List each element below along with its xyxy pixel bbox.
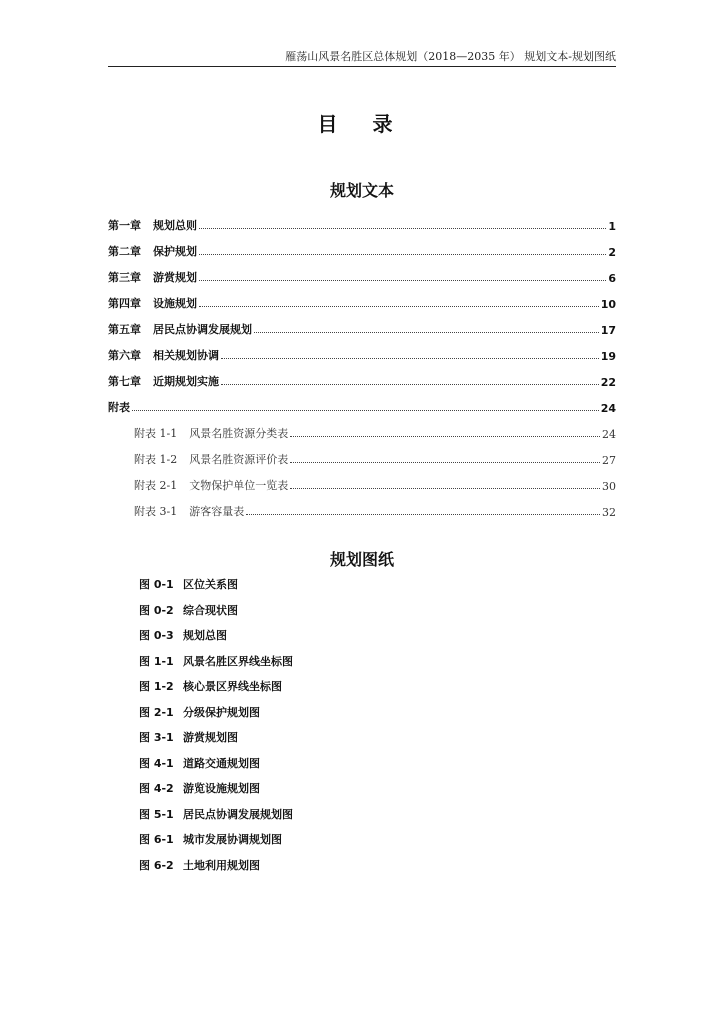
toc-entry-label: 设施规划 (153, 297, 197, 310)
toc-entry[interactable] (108, 233, 616, 259)
map-entry[interactable] (139, 729, 293, 755)
toc-leader-dots (290, 436, 600, 437)
toc-entry-label: 游客容量表 (189, 505, 245, 518)
toc-leader-dots (221, 358, 599, 359)
map-entry[interactable] (139, 627, 293, 653)
map-entry-label: 规划总图 (183, 629, 227, 642)
toc-entry-page: 24 (600, 402, 616, 415)
toc-entry-label: 风景名胜资源分类表 (189, 427, 289, 440)
toc-entry[interactable] (108, 493, 616, 519)
map-entry-label: 居民点协调发展规划图 (183, 807, 293, 821)
toc-leader-dots (132, 410, 599, 411)
toc-entry-number: 第六章 (108, 349, 141, 362)
map-entry[interactable] (139, 576, 293, 602)
map-entry[interactable] (139, 780, 293, 806)
toc-entry-number: 附表 2-1 (134, 479, 178, 492)
toc-entry[interactable] (108, 337, 616, 363)
map-list (139, 576, 293, 882)
toc-entry[interactable] (108, 441, 616, 467)
toc-entry[interactable] (108, 285, 616, 311)
toc-entry[interactable] (108, 311, 616, 337)
toc-entry-page: 6 (608, 272, 616, 285)
toc-entry-number: 第七章 (108, 375, 141, 388)
map-entry[interactable] (139, 831, 293, 857)
toc-leader-dots (290, 488, 600, 489)
map-entry-number: 图 0-3 (139, 629, 174, 642)
toc-leader-dots (246, 514, 600, 515)
toc-leader-dots (290, 462, 600, 463)
toc-entry-label: 居民点协调发展规划 (153, 323, 252, 336)
toc-entry-page: 17 (600, 324, 616, 337)
toc-entry-label: 保护规划 (153, 245, 197, 258)
map-entry[interactable] (139, 653, 293, 679)
toc-entry[interactable] (108, 363, 616, 389)
toc-entry[interactable] (108, 467, 616, 493)
map-entry-label: 土地利用规划图 (183, 858, 260, 872)
toc-entry-number: 第二章 (108, 245, 141, 258)
map-entry[interactable] (139, 678, 293, 704)
map-entry[interactable] (139, 602, 293, 628)
map-entry-label: 风景名胜区界线坐标图 (183, 654, 293, 668)
toc-entry[interactable] (108, 259, 616, 285)
toc-entry-number: 附表 1-2 (134, 453, 178, 466)
toc-entry-number: 附表 1-1 (134, 427, 178, 440)
toc-entry-page: 27 (602, 454, 616, 467)
toc-entry-label: 游赏规划 (153, 271, 197, 284)
map-section-title: 规划图纸 (329, 550, 394, 569)
toc-entry-label: 相关规划协调 (153, 349, 219, 362)
toc-entry-page: 32 (602, 506, 616, 519)
toc-entry-label: 风景名胜资源评价表 (189, 453, 289, 466)
map-entry-number: 图 0-2 (139, 603, 174, 617)
map-entry[interactable] (139, 806, 293, 832)
map-entry-number: 图 5-1 (139, 807, 174, 821)
map-entry-label: 区位关系图 (183, 578, 238, 591)
map-entry-number: 图 4-2 (139, 782, 174, 795)
map-entry-number: 图 4-1 (139, 756, 174, 770)
toc-entry-page: 19 (600, 350, 616, 363)
map-entry-label: 游赏规划图 (183, 731, 238, 744)
map-entry-number: 图 6-2 (139, 858, 174, 872)
map-entry-number: 图 3-1 (139, 731, 174, 744)
map-entry-number: 图 2-1 (139, 705, 174, 719)
toc-entry-page: 24 (602, 428, 616, 441)
toc-entry-label: 文物保护单位一览表 (189, 479, 289, 492)
toc-entry-number: 第三章 (108, 271, 141, 284)
toc-entry-label: 规划总则 (153, 219, 197, 232)
map-entry-number: 图 6-1 (139, 833, 174, 846)
map-entry-label: 道路交通规划图 (183, 756, 260, 770)
map-entry-number: 图 0-1 (139, 578, 174, 591)
toc-entry-page: 30 (602, 480, 616, 493)
toc-list (108, 207, 616, 519)
toc-leader-dots (199, 280, 606, 281)
toc-leader-dots (221, 384, 599, 385)
toc-entry-page: 1 (608, 220, 616, 233)
toc-entry-label: 附表 (108, 401, 130, 414)
map-entry-number: 图 1-2 (139, 680, 174, 693)
toc-entry[interactable] (108, 415, 616, 441)
map-entry[interactable] (139, 704, 293, 730)
text-section-title: 规划文本 (329, 181, 394, 200)
map-entry-label: 核心景区界线坐标图 (183, 680, 282, 693)
map-entry-label: 城市发展协调规划图 (183, 833, 282, 846)
toc-entry-number: 第五章 (108, 323, 141, 336)
toc-entry-number: 附表 3-1 (134, 505, 178, 518)
document-title: 目 录 (317, 112, 407, 136)
toc-entry[interactable] (108, 389, 616, 415)
toc-entry-number: 第一章 (108, 219, 141, 232)
map-entry-label: 分级保护规划图 (183, 705, 260, 719)
toc-entry-number: 第四章 (108, 297, 141, 310)
map-entry[interactable] (139, 857, 293, 883)
header-text: 雁荡山风景名胜区总体规划（2018—2035 年） 规划文本-规划图纸 (285, 50, 616, 63)
toc-entry-page: 10 (600, 298, 616, 311)
toc-leader-dots (199, 306, 599, 307)
map-entry-label: 游览设施规划图 (183, 782, 260, 795)
map-entry-label: 综合现状图 (183, 603, 238, 617)
map-entry[interactable] (139, 755, 293, 781)
page-header (108, 48, 616, 67)
map-entry-number: 图 1-1 (139, 654, 174, 668)
toc-leader-dots (199, 228, 606, 229)
toc-entry-label: 近期规划实施 (153, 375, 219, 388)
toc-leader-dots (254, 332, 599, 333)
toc-entry-page: 22 (600, 376, 616, 389)
toc-entry-page: 2 (608, 246, 616, 259)
toc-entry[interactable] (108, 207, 616, 233)
toc-leader-dots (199, 254, 606, 255)
